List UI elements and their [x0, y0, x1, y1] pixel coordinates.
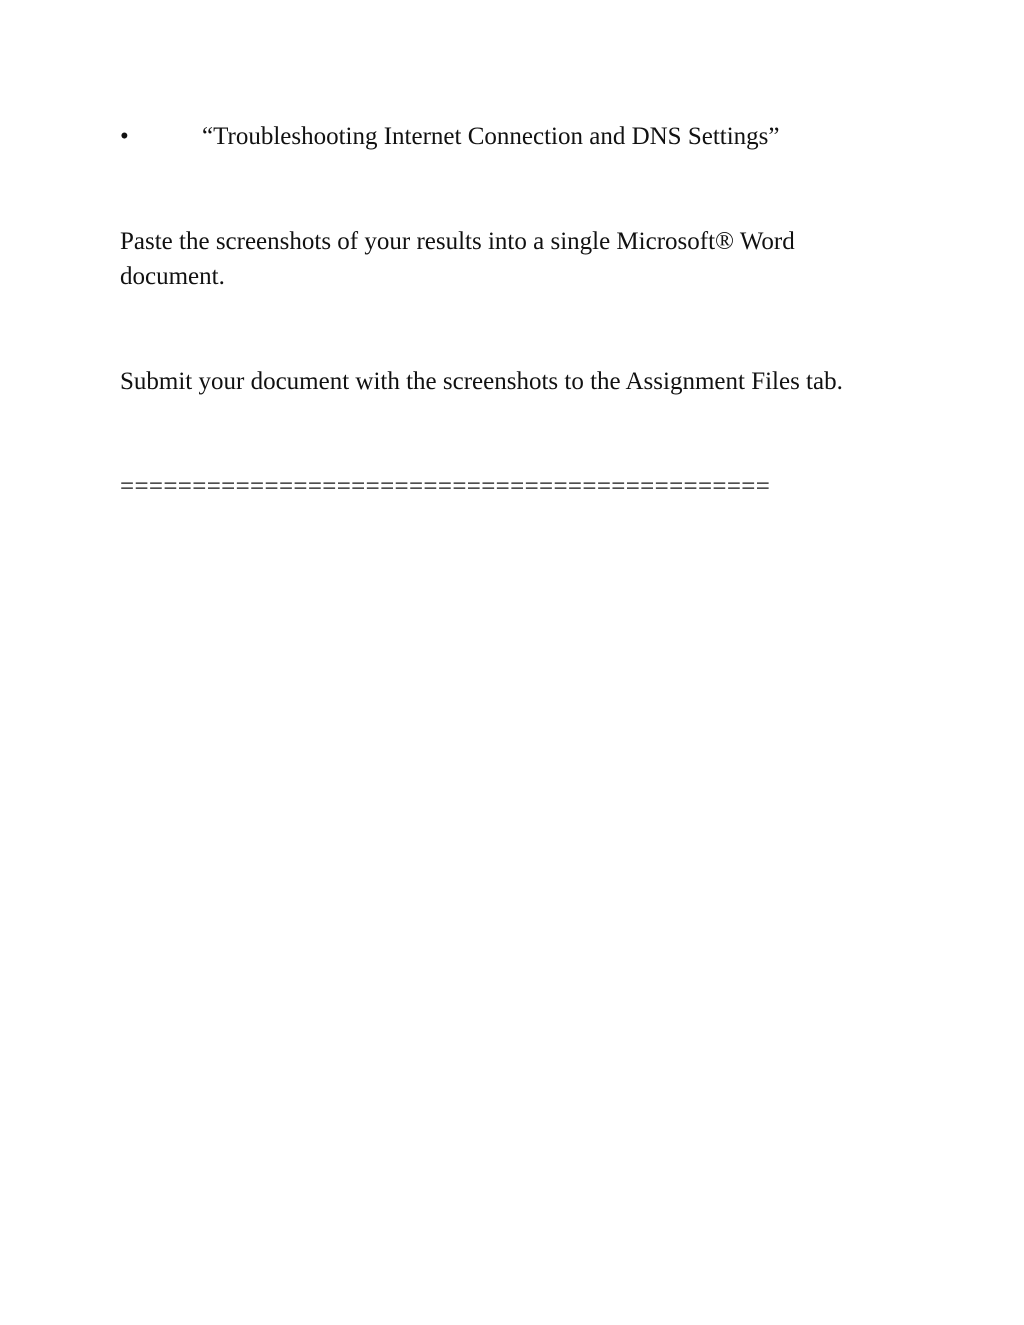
instruction-paragraph: Paste the screenshots of your results into a single Microsoft® Word document.	[120, 228, 795, 290]
bullet-item-text: “Troubleshooting Internet Connection and DNS Settings”	[202, 123, 780, 150]
section-separator: =============================================	[120, 473, 771, 500]
bullet-marker: •	[120, 123, 129, 150]
submission-paragraph: Submit your document with the screenshots to the Assignment Files tab.	[120, 368, 843, 395]
